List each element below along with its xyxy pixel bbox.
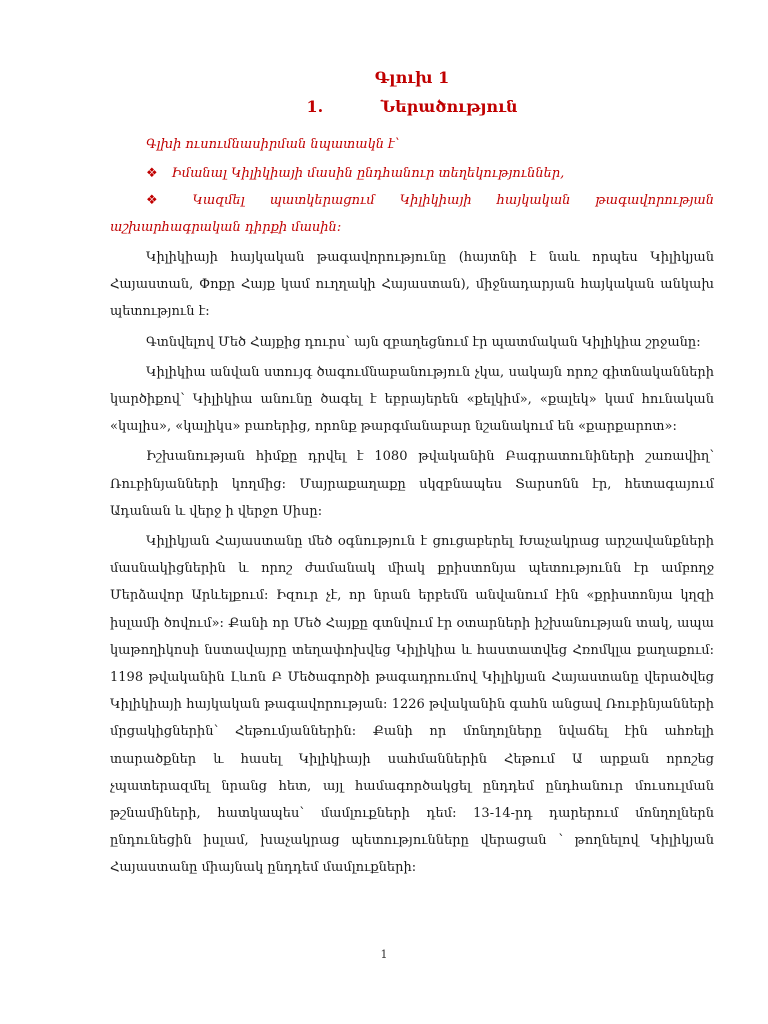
chapter-title: Գլուխ 1 (374, 68, 450, 87)
document-page (110, 68, 714, 882)
diamond-bullet-icon: ❖ (146, 193, 179, 208)
diamond-bullet-icon: ❖ (146, 166, 158, 181)
paragraph: Իշխանության հիմքը դրվել է 1080 թվականին Բագրատունիների շառավիղ՝ Ռուբինյանների կողմից: Մայրաքաղաքը սկզբնապես Տարսոնն էր, հետագայում Ադանան և վերջ ի վերջո Սիսը: (110, 449, 714, 519)
paragraph: Կիլիկիա անվան ստույգ ծագումնաբանություն չկա, սակայն որոշ գիտնականների կարծիքով՝ Կիլիկիա անունը ծագել է եբրայերեն «քելկիմ», «քալեկ» կամ հունական «կալիս», «կալիկս» բառերից, որոնք թարգմանաբար նշանակում են «քարքարոտ»: (110, 364, 714, 435)
paragraph: Կիլիկյան Հայաստանը մեծ օգնություն է ցուցաբերել Խաչակրաց արշավանքների մասնակիցներին և որոշ ժամանակ միակ քրիստոնյա պետությունն էր ամբողջ Մերձավոր Արևելքում: Իզուր չէ, որ նրան երբեմն անվանում էին «քրիստոնյա կղզի իսլամի ծովում»: Քանի որ Մեծ Հայքը գտնվում էր օտարների իշխանության տակ, ապա կաթողիկոսի նստավայրը տեղափոխվեց Կիլիկիա և հաստատվեց Հռոմկլա քաղաքում: 1198 թվականին Լևոն Բ Մեծագործի թագադրումով Կիլիկյան Հայաստանը վերածվեց Կիլիկիայի հայկական թագավորության: 1226 թվականին գահն անցավ Ռուբինյանների մրցակիցներին՝ Հեթումյաններին: Քանի որ մոնղոլները նվաճել էին ահռելի տարածքներ և հասել Կիլիկիայի սահմաններին Հեթում Ա արքան որոշեց չպատերազմել նրանց հետ, այլ համագործակցել ընդդեմ ընդհանուր մուսուլման թշնամիների, հատկապես՝ մամլուքների դեմ: 13-14-րդ դարերում մոնղոլներն ընդունեցին իսլամ, խաչակրաց պետությունները վերացան ՝ թողնելով Կիլիկյան Հայաստանը միայնակ ընդդեմ մամլուքների: (110, 534, 714, 876)
paragraph: Գտնվելով Մեծ Հայքից դուրս՝ այն զբաղեցնում էր պատմական Կիլիկիա շրջանը: (146, 334, 701, 350)
section-title: Ներածություն (380, 97, 518, 116)
goal-item (110, 187, 714, 241)
goal-text: Կազմել պատկերացում Կիլիկիայի հայկական թագավորության աշխարհագրական դիրքի մասին: (110, 193, 714, 235)
goal-text: Իմանալ Կիլիկիայի մասին ընդհանուր տեղեկություններ, (171, 166, 565, 181)
goal-intro: Գլխի ուսումնասիրման նպատակն է՝ (146, 137, 400, 152)
paragraph: Կիլիկիայի հայկական թագավորությունը (հայտնի է նաև որպես Կիլիկյան Հայաստան, Փոքր Հայք կամ ուղղակի Հայաստան), միջնադարյան հայկական անկախ պետություն է: (110, 250, 714, 320)
section-heading (110, 97, 714, 116)
goal-item (110, 160, 714, 187)
page-number: 1 (380, 948, 388, 961)
section-number: 1. (306, 97, 324, 116)
